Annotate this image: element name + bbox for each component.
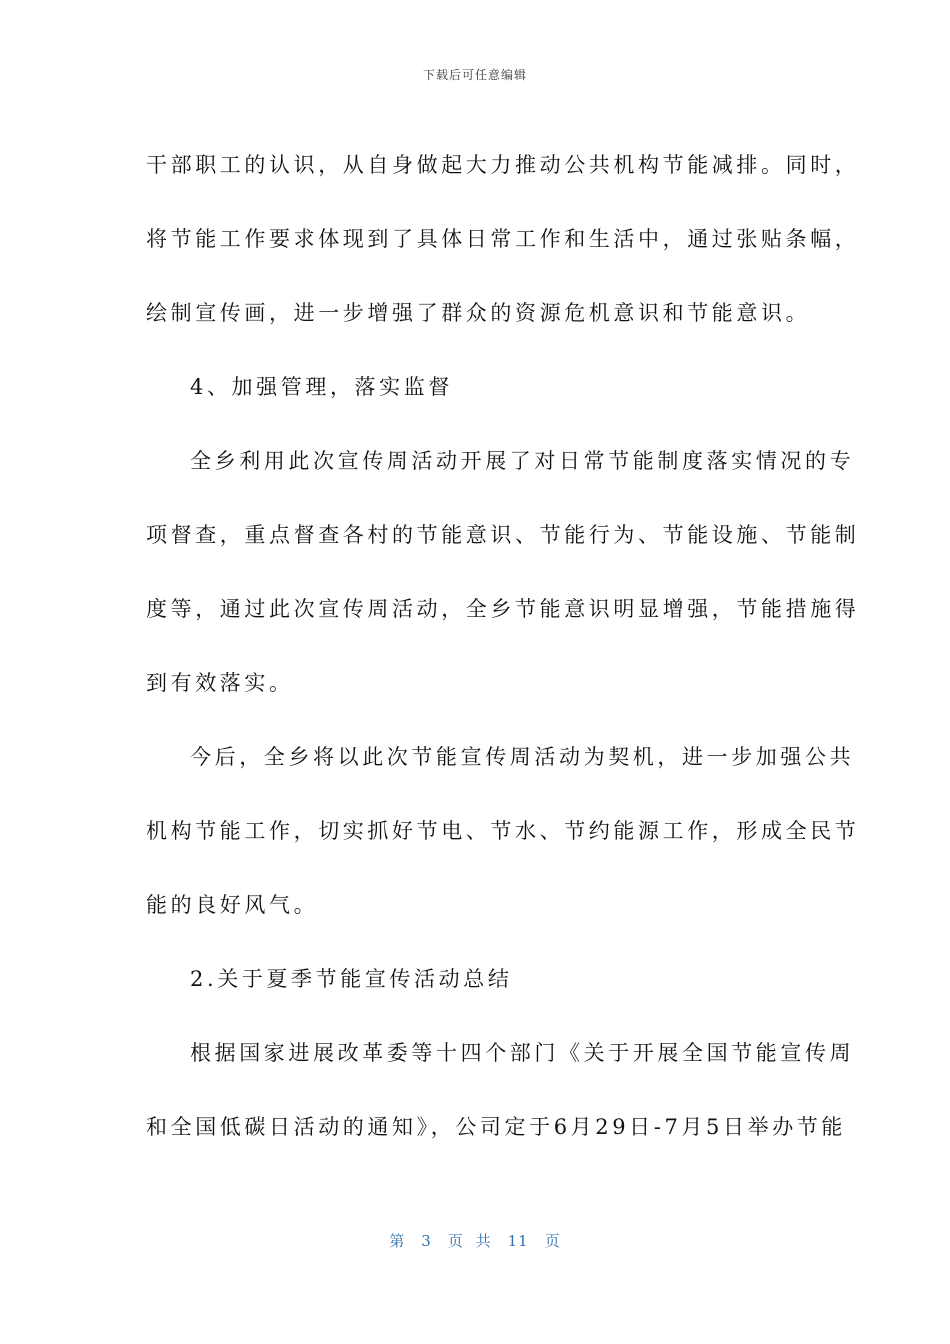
page-number: 3	[421, 1232, 432, 1250]
text-line: 今后，全乡将以此次节能宣传周活动为契机，进一步加强公共	[190, 745, 855, 769]
text-line: 能的良好风气。	[146, 893, 319, 917]
text-line: 2.关于夏季节能宣传活动总结	[190, 967, 513, 991]
text-line: 绘制宣传画，进一步增强了群众的资源危机意识和节能意识。	[146, 301, 811, 325]
text-line: 机构节能工作，切实抓好节电、节水、节约能源工作，形成全民节	[146, 819, 860, 843]
text-line: 项督查，重点督查各村的节能意识、节能行为、节能设施、节能制	[146, 523, 860, 547]
text-line: 和全国低碳日活动的通知》，公司定于6月29日-7月5日举办节能	[146, 1115, 846, 1139]
paragraph-4	[146, 1016, 855, 1164]
text-line: 将节能工作要求体现到了具体日常工作和生活中，通过张贴条幅，	[146, 227, 860, 251]
header-note: 下载后可任意编辑	[422, 68, 527, 82]
text-line: 干部职工的认识，从自身做起大力推动公共机构节能减排。同时，	[146, 153, 860, 177]
page-footer	[0, 1230, 950, 1251]
section-title-2	[146, 942, 806, 1016]
text-line: 4、加强管理，落实监督	[190, 375, 453, 399]
text-line: 根据国家进展改革委等十四个部门《关于开展全国节能宣传周	[190, 1041, 855, 1065]
paragraph-3	[146, 720, 860, 942]
end-label: 页	[544, 1232, 561, 1250]
page-label: 第	[389, 1232, 406, 1250]
paragraph-1	[146, 128, 860, 350]
document-body	[146, 128, 860, 1164]
text-line: 到有效落实。	[146, 671, 294, 695]
total-pages: 11	[507, 1232, 529, 1250]
text-line: 全乡利用此次宣传周活动开展了对日常节能制度落实情况的专	[190, 449, 855, 473]
text-line: 度等，通过此次宣传周活动，全乡节能意识明显增强，节能措施得	[146, 597, 860, 621]
paragraph-2	[146, 424, 860, 720]
section-heading-4	[146, 350, 806, 424]
total-label: 页 共	[447, 1232, 492, 1250]
